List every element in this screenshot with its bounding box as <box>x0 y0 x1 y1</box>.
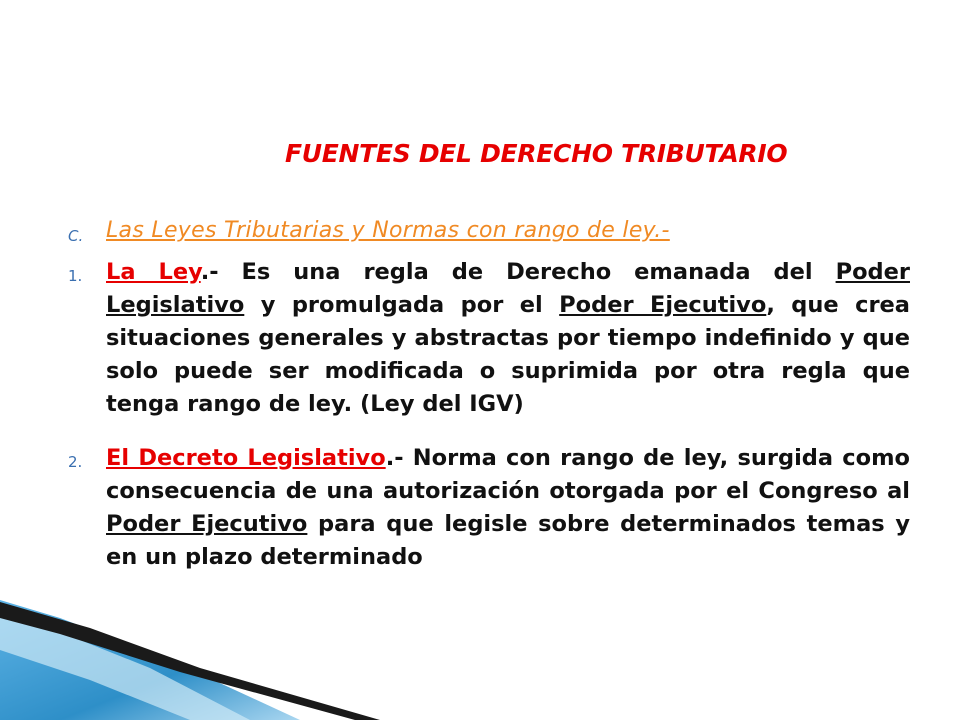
section-marker: C. <box>68 227 84 245</box>
slide-title: FUENTES DEL DERECHO TRIBUTARIO <box>285 139 788 168</box>
text-segment: , que crea situaciones generales y abstractas por tiempo indefinido y que solo puede ser modificada o suprimida por otra regla que tenga rango de ley. (Ley del IGV) <box>106 292 910 417</box>
text-segment: para que legisle sobre determinados temas y en un plazo determinado <box>106 511 910 570</box>
list-item-text <box>106 256 910 421</box>
list-marker: 1. <box>68 267 83 285</box>
text-segment: y promulgada por el <box>244 292 560 318</box>
term-link-la-ley[interactable]: La Ley <box>106 259 201 285</box>
underlined-term: Poder Ejecutivo <box>106 511 308 537</box>
text-segment: .- Norma con rango de ley, surgida como consecuencia de una autorización otorgada por el Congreso al <box>106 445 910 504</box>
term-link-decreto-legislativo[interactable]: El Decreto Legislativo <box>106 445 386 471</box>
underlined-term: Poder Ejecutivo <box>559 292 767 318</box>
list-marker: 2. <box>68 453 83 471</box>
text-segment: .- Es una regla de Derecho emanada del <box>200 259 836 285</box>
underlined-term: Poder Legislativo <box>106 259 910 318</box>
list-item-text <box>106 442 910 574</box>
section-heading-link[interactable]: Las Leyes Tributarias y Normas con rango de ley.- <box>106 218 670 243</box>
